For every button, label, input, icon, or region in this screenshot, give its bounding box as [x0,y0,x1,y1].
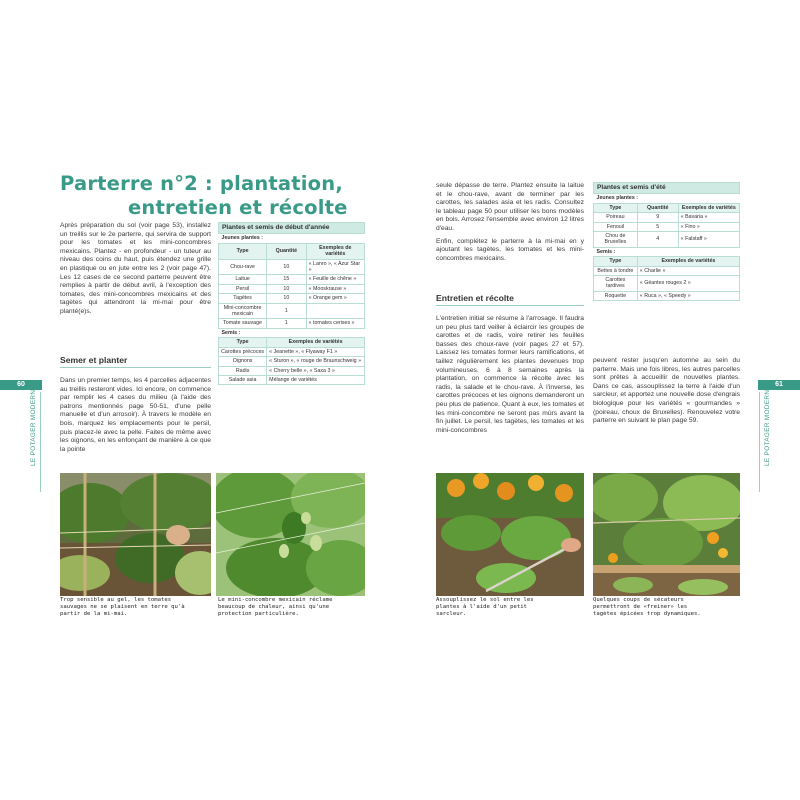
table-cell: Mini-concombre mexicain [219,303,267,319]
table-cell: 5 [637,222,678,231]
column-header: Type [594,257,638,266]
table-section-label: Jeunes plantes : [594,194,740,203]
table-cell: « Orange gem » [306,294,364,303]
margin-rule [759,392,760,492]
caption-tomato: Trop sensible au gel, les tomates sauvages ne se plaisent en terre qu'à partir de la mi-mai. [60,597,185,617]
column-header: Quantité [267,243,306,259]
column-3-text [436,182,584,267]
column-4-paragraph: peuvent rester jusqu'en automne au sein du parterre. Mais une fois libres, les autres parcelles sont prêtes à accueillir de nouvelles plantes. Dans ce cas, assouplissez la terre à l'aide d'un sarcleur, et apportez une nouvelle dose d'engrais biologique pour les variétés « gourmandes » (poireau, choux de Bruxelles). Renouvelez votre parterre en suivant le plan page 59. [593,357,740,425]
photo-marigolds [593,473,740,596]
table-early-plants [218,222,365,385]
running-head: LE POTAGER MODERNE [764,385,771,466]
table-cell: Tagètes [219,294,267,303]
table-caption: Plantes et semis d'été [594,183,740,194]
table-cell: « Cherry belle », « Saxa 3 » [267,366,365,375]
table-section-label: Jeunes plantes : [219,234,365,243]
section-heading-entretien: Entretien et récolte [436,293,584,306]
table-cell: Chou de Bruxelles [594,232,638,248]
section-text-entretien [436,315,584,435]
table-cell: Persil [219,284,267,293]
table-cell: Roquette [594,291,638,300]
table-cell [306,303,364,319]
table-cell: Carottes précoces [219,347,267,356]
table-cell: « Géantes rouges 2 » [637,276,739,292]
table-cell: Poireau [594,213,638,222]
table-row [594,291,740,300]
table-row [219,357,365,366]
section-heading-semer: Semer et planter [60,355,211,368]
table-cell: 15 [267,275,306,284]
page-number: 61 [775,381,783,388]
title-line-1: Parterre n°2 : plantation, [60,172,343,195]
table-cell: « Fino » [678,222,739,231]
table-cell: Tomate sauvage [219,319,267,328]
table-cell: « Bavaria » [678,213,739,222]
table-caption: Plantes et semis de début d'année [219,223,365,234]
table-cell: « tomates cerises » [306,319,364,328]
table-cell: 10 [267,259,306,275]
table-row [594,222,740,231]
table-cell: « Jeanette », « Flyaway F1 » [267,347,365,356]
column-header: Exemples de variétés [637,257,739,266]
table-cell: 4 [637,232,678,248]
table-cell: Carottes tardives [594,276,638,292]
table-row [594,266,740,275]
table-row [594,276,740,292]
page-title [60,172,380,220]
table-row [594,213,740,222]
table-cell: Laitue [219,275,267,284]
table-cell: 1 [267,319,306,328]
running-head: LE POTAGER MODERNE [30,385,37,466]
caption-marigolds: Quelques coups de sécateurs permettront de «freiner» les tagètes épicées trop dynamiques. [593,597,701,617]
table-cell: « Sturon », « rouge de Braunschweig » [267,357,365,366]
section-text-semer [60,377,211,454]
table-cell: « Lanro », « Azur Star » [306,259,364,275]
column-header: Type [219,338,267,347]
table-cell: Radis [219,366,267,375]
caption-cucumber: Le mini-concombre mexicain réclame beaucoup de chaleur, ainsi qu'une protection particulière. [218,597,333,617]
margin-rule [40,392,41,492]
table-cell: Salade asia [219,375,267,384]
page-number: 60 [17,381,25,388]
table-row [219,275,365,284]
table-cell: « Feuille de chêne » [306,275,364,284]
table-row [219,284,365,293]
table-cell: 10 [267,284,306,293]
title-line-2: entretien et récolte [128,196,348,219]
table-cell: Fenouil [594,222,638,231]
column-header: Exemples de variétés [267,338,365,347]
table-row [219,303,365,319]
column-header: Exemples de variétés [678,203,739,212]
table-row [219,347,365,356]
table-row [219,294,365,303]
column-3-paragraph-2: Enfin, complétez le parterre à la mi-mai en y ajoutant les tagètes, les tomates et les mini-concombres mexicains. [436,237,584,262]
photo-mini-cucumber [216,473,365,596]
table-row [219,366,365,375]
table-row [219,319,365,328]
photo-tomato-trellis [60,473,211,596]
table-cell: 10 [267,294,306,303]
plant-table-early [218,222,365,385]
photo-hoeing [436,473,584,596]
table-cell: « Mooskrause » [306,284,364,293]
caption-hoeing: Assouplissez le sol entre les plantes à l'aide d'un petit sarcleur. [436,597,534,617]
table-cell: « Ruca », « Speedy » [637,291,739,300]
column-3-paragraph-1: seule dépasse de terre. Plantez ensuite la laitue et le chou-rave, avant de terminer par les carottes, les salades asia et les radis. Consultez le tableau page 50 pour utiliser les bons modèles en bois. Arrosez l'ensemble avec environ 12 litres d'eau. [436,182,584,232]
table-row [219,375,365,384]
table-cell: Mélange de variétés [267,375,365,384]
section-paragraph-semer: Dans un premier temps, les 4 parcelles adjacentes au treillis resteront vides. Ici encore, on commence par remplir les 4 cases du milieu (à l'aide des patrons mentionnés page 50-51, d'une pelle manuelle et d'un arrosoir). À travers le modèle en bois, marquez les emplacements pour le persil, puis placez-le avec la pelle. Faites de même avec les oignons, en les enfonçant de manière à ce que la pointe [60,377,211,453]
section-paragraph-entretien: L'entretien initial se résume à l'arrosage. Il faudra un peu plus tard veiller à éclaircir les groupes de carottes et de radis, voire retirer les feuilles basses des choux-rave (voir pages 27 et 57). Laissez les tomates former leurs ramifications, et taillez régulièrement les plantes devenues trop volumineuses. 6 à 8 semaines après la plantation, on commence la récolte avec les radis, la salade et le chou-rave. À l'inverse, les carottes précoces et les oignons demanderont un peu plus de patience. Quant à eux, les tomates et les mini-concombre ne seront pas mûrs avant la fin juillet. Le persil, les tagètes, les tomates et les mini-concombres [436,315,584,434]
column-header: Exemples de variétés [306,243,364,259]
table-cell: Chou-rave [219,259,267,275]
table-row [594,232,740,248]
column-4-text [593,357,740,430]
section-semer [60,355,211,458]
plant-table-summer [593,182,740,301]
section-entretien [436,293,584,439]
table-section-label: Semis : [594,247,740,256]
table-section-label: Semis : [219,328,365,337]
table-cell: 1 [267,303,306,319]
table-row [219,259,365,275]
table-cell: « Falstaff » [678,232,739,248]
intro-text [60,222,211,321]
table-cell: « Charlie » [637,266,739,275]
table-summer-plants [593,182,740,301]
column-header: Type [219,243,267,259]
intro-paragraph: Après préparation du sol (voir page 53), installez un treillis sur le 2e parterre, qui servira de support pour les tomates et les mini-concombres mexicains. Plantez - en profondeur - un tuteur au niveau des coins du haut, puis étendez une grille en plastique ou en jute entre les 2 (voir page 47). Les 12 cases de ce second parterre peuvent être remplies à partir de début avril, à l'exception des tomates, des mini-concombres mexicains et des tagètes qui attendront la mi-mai pour être planté(e)s. [60,222,211,315]
table-cell: Bettes à tondre [594,266,638,275]
table-cell: 9 [637,213,678,222]
table-cell: Oignons [219,357,267,366]
column-header: Quantité [637,203,678,212]
column-header: Type [594,203,638,212]
